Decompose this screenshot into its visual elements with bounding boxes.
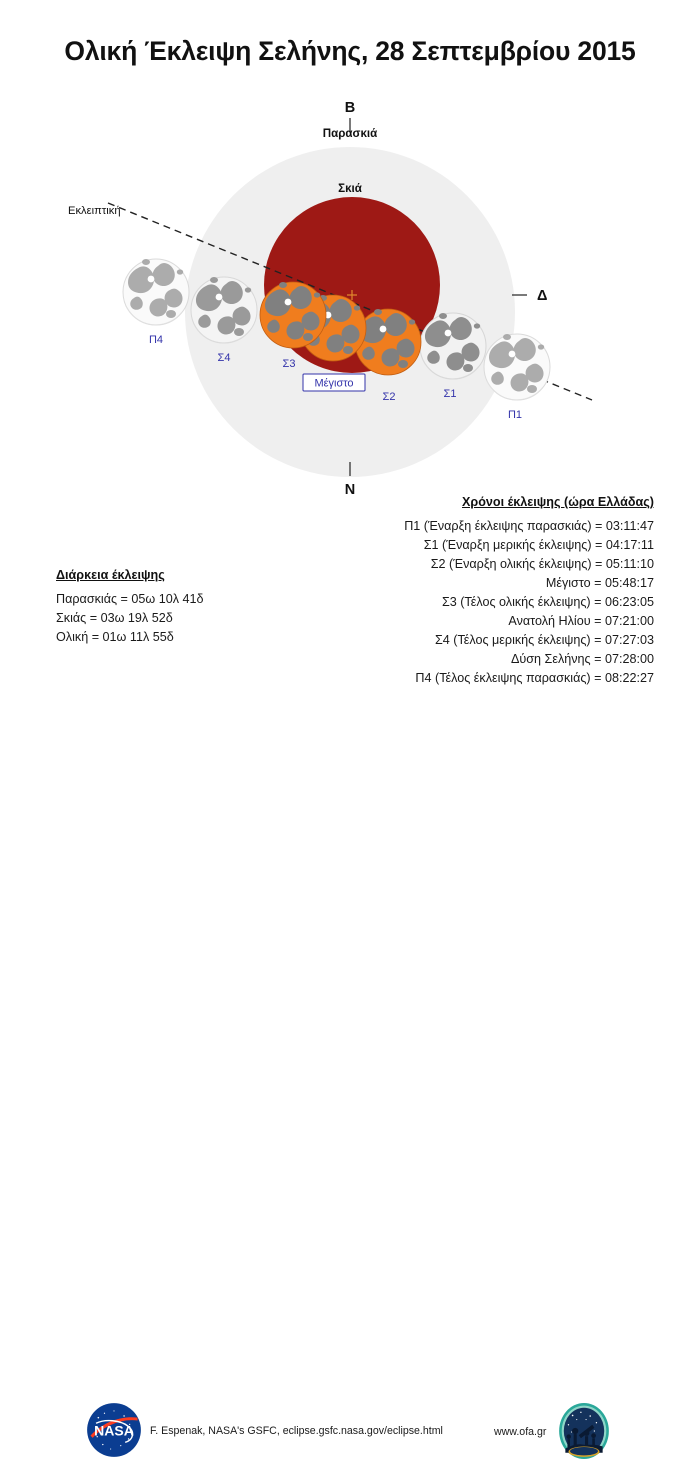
moon-p1 [484,334,550,400]
eclipse-times-block [404,495,654,688]
ofa-url: www.ofa.gr [494,1426,547,1438]
moon-label-s3: Σ3 [282,358,296,370]
direction-west: Δ [537,288,548,304]
moon-label-p4: Π4 [148,334,164,346]
moon-p4 [123,259,189,325]
ofa-astronomy-society-logo [558,1402,610,1460]
duration-row: Σκιάς = 03ω 19λ 52δ [56,611,173,625]
duration-block [56,568,204,647]
eclipse-time-row: Σ2 (Έναρξη ολικής έκλειψης) = 05:11:10 [430,557,654,571]
eclipse-diagram-svg [0,80,700,510]
penumbra-label: Παρασκιά [322,127,378,140]
eclipse-time-row: Σ3 (Τέλος ολικής έκλειψης) = 06:23:05 [441,595,654,609]
moon-label-s4: Σ4 [217,352,231,364]
eclipse-time-row: Σ1 (Έναρξη μερικής έκλειψης) = 04:17:11 [423,538,654,552]
duration-row: Ολική = 01ω 11λ 55δ [56,630,174,644]
credit-text: F. Espenak, NASA's GSFC, eclipse.gsfc.nasa.gov/eclipse.html [150,1425,443,1437]
eclipse-time-row: Δύση Σελήνης = 07:28:00 [510,652,654,666]
greatest-eclipse-label [303,374,365,391]
moon-label-p1: Π1 [507,409,523,421]
greatest-eclipse-label-text: Μέγιστο [314,377,354,390]
direction-north: Β [344,100,356,116]
ecliptic-label: Εκλειπτική [68,205,121,217]
eclipse-time-row: Π1 (Έναρξη έκλειψης παρασκιάς) = 03:11:47 [404,519,654,533]
direction-south: Ν [344,482,356,498]
moon-s1 [420,313,486,379]
eclipse-diagram [0,80,700,510]
footer [0,700,700,1439]
eclipse-time-row: Μέγιστο = 05:48:17 [545,576,654,590]
nasa-logo [86,1402,142,1458]
eclipse-time-row: Ανατολή Ηλίου = 07:21:00 [508,614,654,628]
page-title: Ολική Έκλειψη Σελήνης, 28 Σεπτεμβρίου 2015 [64,36,636,66]
duration-row: Παρασκιάς = 05ω 10λ 41δ [56,592,204,606]
umbra-label: Σκιά [338,182,362,195]
eclipse-time-row: Σ4 (Τέλος μερικής έκλειψης) = 07:27:03 [434,633,654,647]
eclipse-time-row: Π4 (Τέλος έκλειψης παρασκιάς) = 08:22:27 [415,671,654,685]
duration-heading: Διάρκεια έκλειψης [56,568,165,582]
nasa-logo-text: NASA [94,1422,134,1439]
moon-s3 [260,282,326,348]
eclipse-times-heading: Χρόνοι έκλειψης (ώρα Ελλάδας) [462,495,654,509]
moon-label-s1: Σ1 [443,388,457,400]
moon-label-s2: Σ2 [382,391,396,403]
moon-s4 [191,277,257,343]
